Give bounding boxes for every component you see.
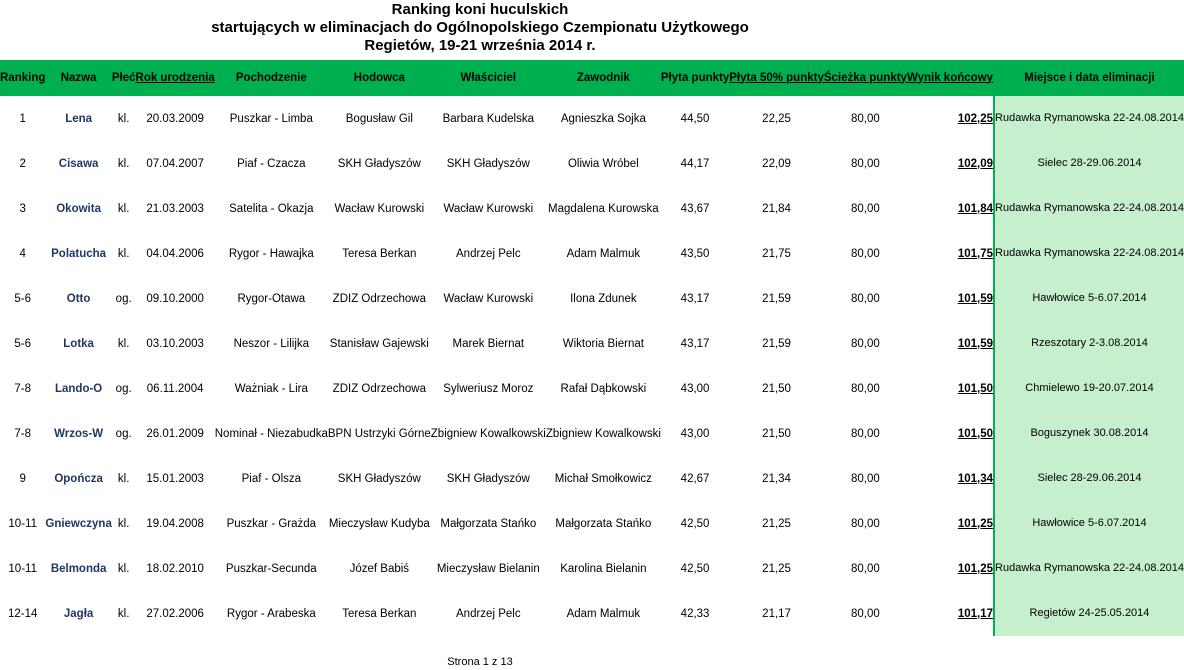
cell-sciezka: 80,00	[851, 382, 880, 395]
cell-place: Rudawka Rymanowska 22-24.08.2014	[994, 231, 1184, 276]
header-plyta: Płyta punkty	[661, 60, 729, 96]
cell-place: Rudawka Rymanowska 22-24.08.2014	[994, 96, 1184, 141]
cell-plyta: 43,50	[680, 247, 710, 260]
cell-rider: Małgorzata Stańko	[555, 517, 652, 530]
cell-plyta50: 21,59	[762, 337, 791, 350]
cell-plyta50: 21,25	[762, 562, 791, 575]
cell-breeder: Teresa Berkan	[342, 607, 417, 620]
cell-origin: Puszkar - Grażda	[226, 517, 317, 530]
cell-sex: kl.	[117, 562, 130, 575]
table-row	[0, 591, 1184, 636]
cell-plyta: 43,00	[680, 427, 710, 440]
cell-rider: Oliwia Wróbel	[567, 157, 639, 170]
cell-name: Jagła	[63, 607, 94, 620]
header-plec: Płeć	[112, 60, 136, 96]
cell-plyta50: 21,84	[762, 202, 791, 215]
cell-plyta50: 21,50	[762, 382, 791, 395]
cell-origin: Piaf - Czacza	[237, 157, 306, 170]
cell-owner: Wacław Kurowski	[443, 292, 534, 305]
cell-sciezka: 80,00	[851, 112, 880, 125]
cell-born: 26.01.2009	[146, 427, 204, 440]
cell-plyta50: 21,50	[762, 427, 791, 440]
cell-sciezka: 80,00	[851, 517, 880, 530]
cell-born: 18.02.2010	[146, 562, 204, 575]
cell-owner: Zbigniew Kowalkowski	[430, 427, 546, 440]
cell-breeder: SKH Gładyszów	[337, 157, 421, 170]
cell-plyta50: 21,75	[762, 247, 791, 260]
cell-place: Rzeszotary 2-3.08.2014	[994, 321, 1184, 366]
cell-rider: Wiktoria Biernat	[562, 337, 644, 350]
cell-rank: 7-8	[14, 382, 31, 395]
cell-origin: Rygor - Arabeska	[226, 607, 316, 620]
cell-place: Boguszynek 30.08.2014	[994, 411, 1184, 456]
cell-born: 20.03.2009	[146, 112, 204, 125]
cell-origin: Ważniak - Lira	[234, 382, 308, 395]
cell-plyta50: 21,59	[762, 292, 791, 305]
cell-breeder: Józef Babiś	[349, 562, 410, 575]
cell-breeder: SKH Gładyszów	[337, 472, 421, 485]
table-row	[0, 456, 1184, 501]
cell-wynik: 102,09	[957, 157, 994, 170]
table-row	[0, 501, 1184, 546]
cell-rider: Agnieszka Sojka	[560, 112, 646, 125]
cell-rider: Michał Smołkowicz	[554, 472, 652, 485]
table-row	[0, 366, 1184, 411]
cell-wynik: 101,75	[957, 247, 994, 260]
cell-plyta50: 22,09	[762, 157, 791, 170]
cell-owner: Mieczysław Bielanin	[436, 562, 540, 575]
header-sciezka: Ścieżka punkty	[824, 60, 907, 96]
cell-sex: kl.	[117, 607, 130, 620]
cell-place: Rudawka Rymanowska 22-24.08.2014	[994, 546, 1184, 591]
cell-name: Gniewczyna	[45, 517, 112, 530]
header-pochodzenie: Pochodzenie	[215, 60, 328, 96]
cell-rider: Magdalena Kurowska	[548, 202, 659, 215]
cell-rider: Rafał Dąbkowski	[560, 382, 647, 395]
cell-plyta: 42,33	[680, 607, 710, 620]
cell-born: 21.03.2003	[146, 202, 204, 215]
cell-sciezka: 80,00	[851, 247, 880, 260]
cell-owner: Małgorzata Stańko	[440, 517, 537, 530]
cell-owner: Barbara Kudelska	[442, 112, 535, 125]
table-row	[0, 141, 1184, 186]
cell-place: Sielec 28-29.06.2014	[994, 456, 1184, 501]
cell-wynik: 101,84	[957, 202, 994, 215]
cell-origin: Rygor-Otawa	[237, 292, 306, 305]
cell-name: Otto	[66, 292, 91, 305]
cell-plyta: 42,50	[680, 562, 710, 575]
cell-origin: Puszkar - Limba	[229, 112, 313, 125]
cell-rank: 12-14	[7, 607, 38, 620]
cell-rank: 4	[19, 247, 26, 260]
cell-origin: Rygor - Hawajka	[228, 247, 314, 260]
cell-born: 07.04.2007	[146, 157, 204, 170]
cell-rank: 3	[19, 202, 26, 215]
cell-sciezka: 80,00	[851, 427, 880, 440]
cell-rider: Zbigniew Kowalkowski	[545, 427, 661, 440]
cell-breeder: Stanisław Gajewski	[329, 337, 429, 350]
cell-rider: Karolina Bielanin	[560, 562, 647, 575]
cell-place: Chmielewo 19-20.07.2014	[994, 366, 1184, 411]
cell-sex: og.	[115, 427, 132, 440]
cell-rank: 2	[19, 157, 26, 170]
cell-plyta: 42,50	[680, 517, 710, 530]
cell-plyta: 43,00	[680, 382, 710, 395]
cell-origin: Puszkar-Secunda	[225, 562, 317, 575]
table-header	[0, 60, 1184, 96]
cell-owner: Sylweriusz Moroz	[443, 382, 534, 395]
header-rok: Rok urodzenia	[136, 60, 215, 96]
table-row	[0, 546, 1184, 591]
cell-wynik: 101,59	[957, 337, 994, 350]
cell-rank: 10-11	[8, 517, 37, 530]
cell-sex: kl.	[117, 337, 130, 350]
cell-breeder: Wacław Kurowski	[334, 202, 425, 215]
cell-place: Hawłowice 5-6.07.2014	[994, 501, 1184, 546]
cell-rank: 7-8	[14, 427, 31, 440]
cell-place: Rudawka Rymanowska 22-24.08.2014	[994, 186, 1184, 231]
cell-wynik: 101,50	[957, 382, 994, 395]
cell-breeder: Bogusław Gil	[345, 112, 413, 125]
table-row	[0, 186, 1184, 231]
cell-name: Polatucha	[51, 247, 107, 260]
cell-sex: kl.	[117, 157, 130, 170]
cell-origin: Satelita - Okazja	[229, 202, 314, 215]
cell-born: 09.10.2000	[146, 292, 204, 305]
cell-place: Regietów 24-25.05.2014	[994, 591, 1184, 636]
cell-born: 06.11.2004	[146, 382, 204, 395]
cell-sciezka: 80,00	[851, 337, 880, 350]
doc-event: Regietów, 19-21 września 2014 r.	[364, 37, 596, 54]
cell-plyta: 43,17	[680, 337, 710, 350]
cell-name: Opończa	[54, 472, 103, 485]
header-miejsce: Miejsce i data eliminacji	[994, 60, 1184, 96]
cell-sex: kl.	[117, 472, 130, 485]
cell-wynik: 101,59	[957, 292, 994, 305]
cell-name: Lando-O	[54, 382, 103, 395]
cell-born: 19.04.2008	[146, 517, 204, 530]
header-ranking: Ranking	[0, 60, 45, 96]
cell-plyta: 44,50	[680, 112, 710, 125]
cell-sciezka: 80,00	[851, 562, 880, 575]
cell-wynik: 102,25	[957, 112, 994, 125]
table-row	[0, 96, 1184, 141]
cell-born: 03.10.2003	[146, 337, 204, 350]
page-footer: Strona 1 z 13	[447, 656, 513, 668]
cell-plyta50: 22,25	[762, 112, 791, 125]
cell-born: 27.02.2006	[146, 607, 204, 620]
cell-sex: kl.	[117, 112, 130, 125]
cell-name: Cisawa	[58, 157, 99, 170]
header-nazwa: Nazwa	[45, 60, 111, 96]
cell-rider: Adam Malmuk	[566, 607, 641, 620]
cell-rider: Adam Malmuk	[566, 247, 641, 260]
cell-place: Sielec 28-29.06.2014	[994, 141, 1184, 186]
cell-owner: Andrzej Pelc	[456, 247, 521, 260]
cell-breeder: ZDIZ Odrzechowa	[332, 382, 426, 395]
cell-sex: og.	[115, 382, 132, 395]
header-wlasciciel: Właściciel	[431, 60, 546, 96]
cell-rider: Ilona Zdunek	[570, 292, 637, 305]
cell-breeder: BPN Ustrzyki Górne	[327, 427, 431, 440]
cell-wynik: 101,50	[957, 427, 994, 440]
cell-owner: Andrzej Pelc	[456, 607, 521, 620]
cell-sex: kl.	[117, 517, 130, 530]
cell-plyta50: 21,17	[762, 607, 791, 620]
cell-origin: Neszor - Lilijka	[233, 337, 310, 350]
cell-owner: Marek Biernat	[452, 337, 525, 350]
cell-owner: Wacław Kurowski	[443, 202, 534, 215]
cell-owner: SKH Gładyszów	[446, 157, 530, 170]
doc-subtitle: startujących w eliminacjach do Ogólnopolskiego Czempionatu Użytkowego	[211, 19, 749, 36]
cell-sciezka: 80,00	[851, 607, 880, 620]
cell-born: 15.01.2003	[146, 472, 204, 485]
table-row	[0, 231, 1184, 276]
cell-origin: Nominał - Niezabudka	[214, 427, 328, 440]
cell-name: Lotka	[63, 337, 94, 350]
cell-wynik: 101,17	[957, 607, 994, 620]
table-row	[0, 411, 1184, 456]
header-hodowca: Hodowca	[328, 60, 431, 96]
cell-plyta50: 21,34	[762, 472, 791, 485]
cell-plyta: 43,67	[680, 202, 710, 215]
cell-rank: 9	[19, 472, 26, 485]
cell-breeder: ZDIZ Odrzechowa	[332, 292, 426, 305]
cell-wynik: 101,34	[957, 472, 994, 485]
cell-sex: kl.	[117, 247, 130, 260]
cell-name: Lena	[65, 112, 93, 125]
cell-plyta: 44,17	[680, 157, 710, 170]
table-body	[0, 96, 1184, 636]
ranking-table	[0, 60, 1184, 636]
table-row	[0, 276, 1184, 321]
cell-sex: kl.	[117, 202, 130, 215]
cell-rank: 1	[19, 112, 26, 125]
cell-rank: 5-6	[14, 292, 31, 305]
doc-title: Ranking koni huculskich	[391, 1, 569, 18]
cell-breeder: Mieczysław Kudyba	[328, 517, 430, 530]
cell-name: Belmonda	[50, 562, 107, 575]
header-zawodnik: Zawodnik	[546, 60, 661, 96]
cell-sciezka: 80,00	[851, 292, 880, 305]
cell-origin: Piaf - Olsza	[241, 472, 302, 485]
cell-plyta: 43,17	[680, 292, 710, 305]
cell-breeder: Teresa Berkan	[342, 247, 417, 260]
cell-sex: og.	[115, 292, 132, 305]
cell-sciezka: 80,00	[851, 472, 880, 485]
cell-wynik: 101,25	[957, 562, 994, 575]
cell-plyta50: 21,25	[762, 517, 791, 530]
cell-wynik: 101,25	[957, 517, 994, 530]
cell-name: Okowita	[56, 202, 101, 215]
table-row	[0, 321, 1184, 366]
cell-plyta: 42,67	[680, 472, 710, 485]
header-plyta50: Płyta 50% punkty	[729, 60, 824, 96]
header-wynik: Wynik końcowy	[907, 60, 994, 96]
cell-rank: 5-6	[14, 337, 31, 350]
cell-place: Hawłowice 5-6.07.2014	[994, 276, 1184, 321]
cell-owner: SKH Gładyszów	[446, 472, 530, 485]
cell-name: Wrzos-W	[54, 427, 104, 440]
cell-sciezka: 80,00	[851, 202, 880, 215]
cell-sciezka: 80,00	[851, 157, 880, 170]
cell-rank: 10-11	[8, 562, 37, 575]
cell-born: 04.04.2006	[146, 247, 204, 260]
